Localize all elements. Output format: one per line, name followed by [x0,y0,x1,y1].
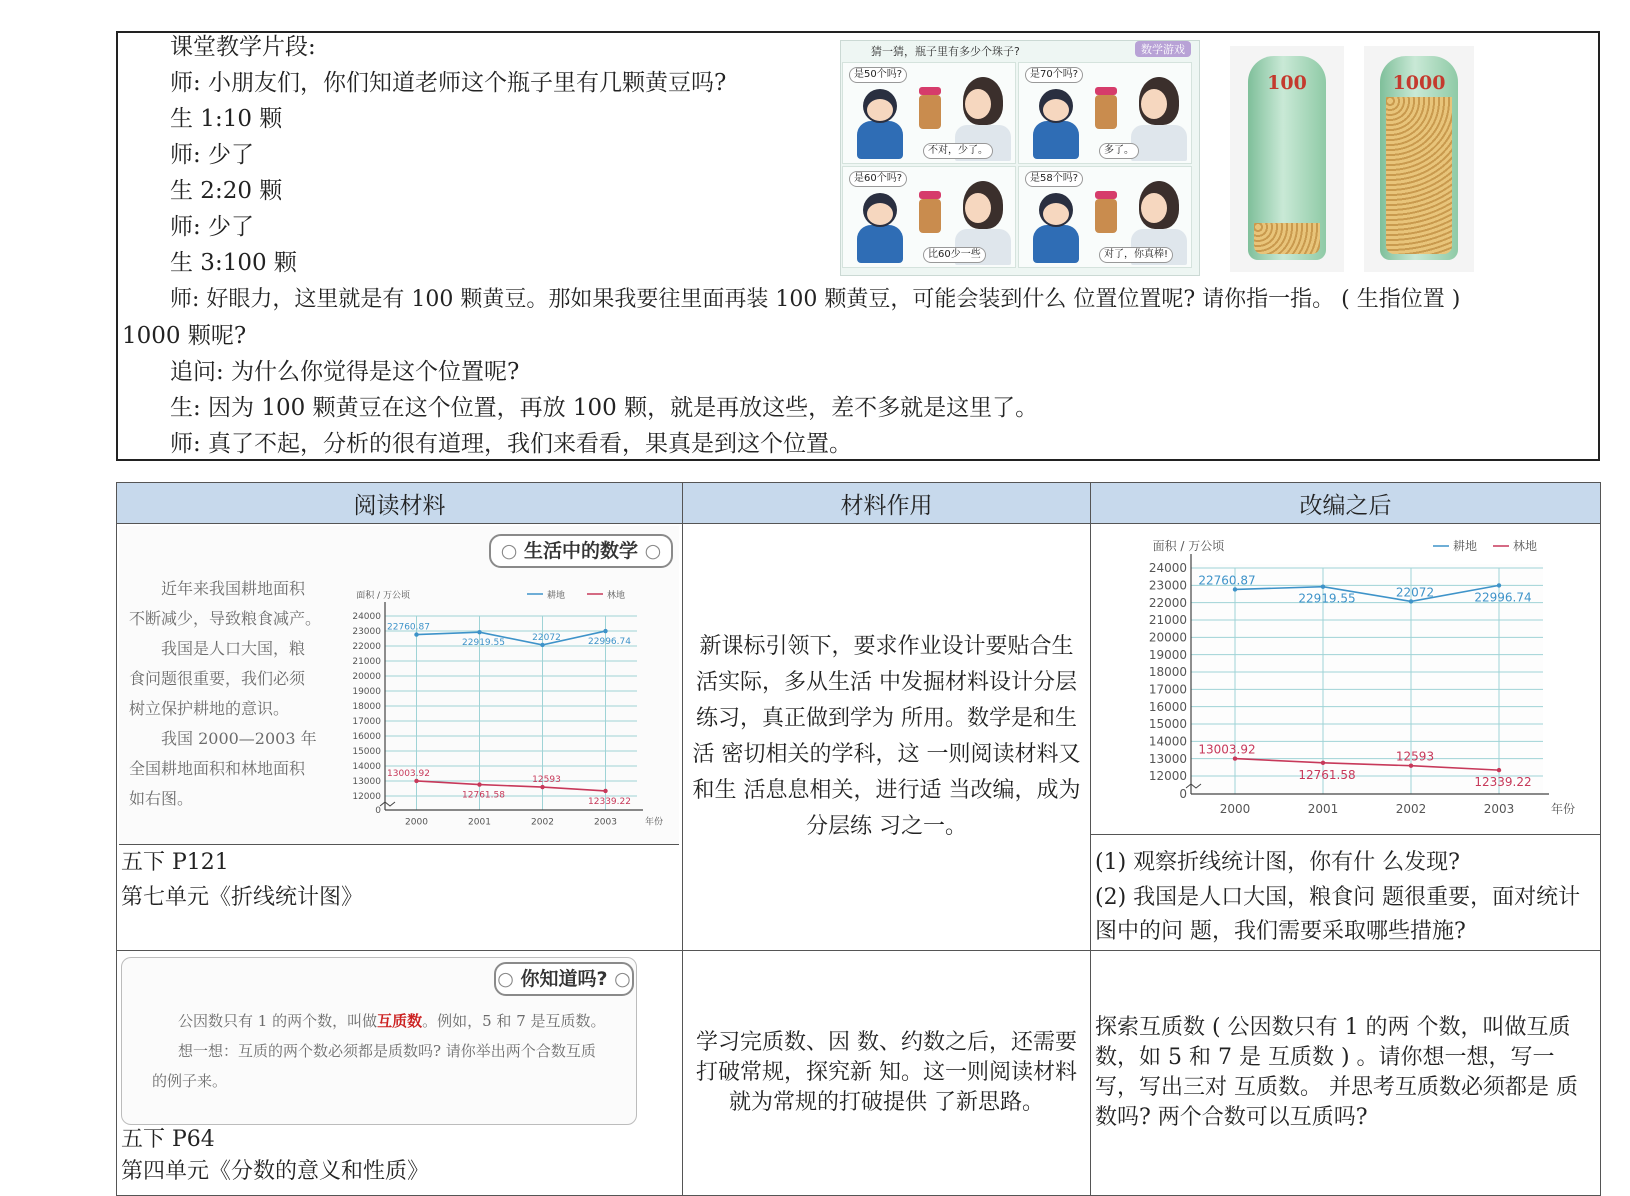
circle-icon: ○ [607,968,631,990]
comic-title: 猜一猜，瓶子里有多少个珠子? [871,45,1020,58]
bottle-photo-100 [1230,46,1344,272]
teacher-speech: 对了，你真棒! [1099,247,1173,263]
passage-line: 近年来我国耕地面积 [161,579,306,598]
data-label: 22919.55 [462,638,505,649]
y-tick-label: 12000 [1148,769,1187,784]
x-tick-label: 2002 [531,817,554,828]
dialogue-line: 生 3:100 颗 [170,250,297,276]
x-tick-label: 2003 [594,817,617,828]
dialogue-line: 师: 小朋友们，你们知道老师这个瓶子里有几颗黄豆吗? [170,70,727,96]
bottle-photo-1000 [1364,46,1474,272]
textbook-excerpt-image [121,957,637,1125]
data-point [1497,583,1501,587]
data-label: 22760.87 [1198,573,1256,588]
data-point [477,782,481,786]
passage-text: 的例子来。 [152,1072,228,1090]
comic-panel [1018,62,1192,164]
jar-icon [919,95,941,129]
kid-face [867,99,893,121]
y-tick-label: 14000 [1148,734,1187,749]
y-tick-label: 21000 [1148,613,1187,628]
divider [1091,834,1601,835]
y-tick-label: 20000 [352,672,381,683]
y-tick-label: 19000 [352,687,381,698]
dialogue-line: 追问: 为什么你觉得是这个位置呢? [170,359,520,385]
source-unit: 第四单元《分数的意义和性质》 [121,1159,430,1184]
y-tick-label: 22000 [352,642,381,653]
cell-material-role-2 [683,951,1091,1196]
line-chart-adapted [1129,528,1576,828]
circle-icon: ○ [500,540,524,562]
jar-lid-icon [1095,87,1117,95]
x-tick-label: 2001 [1307,802,1339,817]
excerpt-passage [178,1010,606,1031]
kid-face [1043,203,1069,225]
jar-lid-icon [919,87,941,95]
data-point [1233,587,1237,591]
passage-line: 树立保护耕地的意识。 [129,699,290,718]
header-reading-material: 阅读材料 [117,483,683,524]
y-tick-label: 22000 [1148,595,1187,610]
bottle-icon [1380,56,1458,260]
comic-panel [842,62,1016,164]
beans-fill [1254,223,1320,254]
callout-label: 你知道吗? [520,968,608,990]
source-unit: 第七单元《折线统计图》 [121,885,364,910]
header-material-role: 材料作用 [683,483,1091,524]
data-point [540,643,544,647]
data-label: 12339.22 [588,796,631,807]
data-point [477,630,481,634]
teacher-speech: 不对，少了。 [923,143,993,159]
y-tick-label: 15000 [1148,717,1187,732]
data-label: 22072 [532,632,561,643]
y-tick-label: 17000 [1148,682,1187,697]
role-text: 新课标引领下，要求作业设计要贴合生活实际，多从生活 中发掘材料设计分层 练习，真正做到学为 所用。数学是和生活 密切相关的学科，这 一则阅读材料又和生 活息息相关，进行适 当改编，成为分层练 习之一。 [692,634,1081,839]
x-tick-label: 2000 [1219,802,1251,817]
x-axis-label: 年份 [1551,802,1576,817]
kid-figure [857,225,903,263]
data-point [1321,585,1325,589]
kid-speech: 是50个吗? [849,67,907,83]
cell-material-role-1 [683,524,1091,951]
cell-adapted-1 [1091,524,1601,951]
data-point [414,779,418,783]
bottle-icon [1248,56,1326,260]
jar-icon [1095,95,1117,129]
teacher-face [965,193,991,223]
y-tick-label: 20000 [1148,630,1187,645]
y-tick-label: 14000 [352,762,381,773]
data-point [1233,756,1237,760]
data-label: 22919.55 [1298,591,1356,606]
jar-icon [919,199,941,233]
data-label: 12593 [1395,749,1435,764]
callout-life-math [489,534,673,568]
data-point [603,789,607,793]
legend-label: 耕地 [1453,539,1478,553]
adapted-question-2: (2) 我国是人口大国，粮食问 题很重要，面对统计图中的问 题，我们需要采取哪些措施? [1095,885,1581,944]
dialogue-line: 师: 少了 [170,142,255,168]
role-text: 学习完质数、因 数、约数之后，还需要打破常规，探究新 知。这一则阅读材料 就为常规的打破提供 了新思路。 [696,1030,1077,1115]
data-label: 13003.92 [387,768,430,779]
y-tick-label: 23000 [1148,578,1187,593]
dialogue-line: 生 2:20 颗 [170,178,283,204]
passage-text: 公因数只有 1 的两个数，叫做 [178,1012,378,1030]
cell-reading-material-1 [117,524,683,951]
x-tick-label: 2001 [468,817,491,828]
data-label: 22996.74 [1474,590,1532,605]
kid-figure [1033,225,1079,263]
legend-label: 林地 [1513,539,1538,553]
excerpt-passage [129,574,339,814]
legend-label: 林地 [607,591,626,601]
data-label: 12761.58 [1298,767,1356,782]
teacher-face [1141,193,1167,223]
data-label: 22072 [1395,585,1435,600]
textbook-excerpt-image [119,526,679,845]
y-tick-label: 12000 [352,792,381,803]
y-tick-label: 24000 [1148,561,1187,576]
passage-text: 想一想：互质的两个数必须都是质数吗? 请你举出两个合数互质 [178,1042,596,1060]
line-chart-original [341,568,671,840]
data-point [1409,764,1413,768]
data-point [540,785,544,789]
y-axis-label: 面积 / 万公顷 [356,591,410,601]
passage-line: 全国耕地面积和林地面积 [129,759,306,778]
y-tick-label: 21000 [352,657,381,668]
passage-line: 食问题很重要，我们必须 [129,669,306,688]
data-label: 12761.58 [462,790,505,801]
x-tick-label: 2000 [405,817,428,828]
comic-panel [1018,166,1192,268]
data-label: 22996.74 [588,637,631,648]
cell-adapted-2 [1091,951,1601,1196]
y-tick-label: 13000 [352,777,381,788]
kid-speech: 是70个吗? [1025,67,1083,83]
x-tick-label: 2003 [1483,802,1515,817]
y-tick-label: 13000 [1148,751,1187,766]
kid-speech: 是58个吗? [1025,171,1083,187]
teacher-face [965,89,991,119]
jar-icon [1095,199,1117,233]
kid-face [867,203,893,225]
kid-face [1043,99,1069,121]
kid-figure [857,121,903,159]
jar-lid-icon [1095,191,1117,199]
data-label: 13003.92 [1198,742,1256,757]
circle-icon: ○ [638,540,662,562]
bottle-label: 1000 [1392,72,1446,94]
kid-speech: 是60个吗? [849,171,907,187]
passage-line: 不断减少，导致粮食减产。 [129,609,322,628]
callout-did-you-know [494,962,634,996]
data-point [1409,599,1413,603]
data-label: 12593 [532,775,561,786]
y-tick-label: 18000 [1148,665,1187,680]
y-tick-label: 24000 [352,612,381,623]
beans-fill [1386,97,1452,254]
data-point [414,632,418,636]
adapted-question-1: (1) 观察折线统计图，你有什 么发现? [1095,850,1460,875]
source-page: 五下 P64 [121,1127,215,1152]
x-tick-label: 2002 [1395,802,1427,817]
y-tick-label: 17000 [352,717,381,728]
comic-tag: 数学游戏 [1135,41,1191,57]
y-tick-label: 23000 [352,627,381,638]
adapted-text: 探索互质数 ( 公因数只有 1 的两 个数，叫做互质数，如 5 和 7 是 互质数 ) 。请你想一想，写一写，写出三对 互质数。 并思考互质数必须都是 质数吗? 两个合数可以互质吗? [1095,1015,1578,1130]
y-tick-label: 16000 [352,732,381,743]
kid-figure [1033,121,1079,159]
dialogue-line: 生 1:10 颗 [170,106,283,132]
dialogue-line: 师: 真了不起，分析的很有道理，我们来看看，果真是到这个位置。 [170,431,853,457]
dialogue-line: 生: 因为 100 颗黄豆在这个位置，再放 100 颗，就是再放这些，差不多就是这里了。 [170,395,1039,421]
data-point [603,629,607,633]
cell-reading-material-2 [117,951,683,1196]
passage-line: 我国 2000—2003 年 [161,729,317,748]
y-tick-label: 16000 [1148,699,1187,714]
data-point [1321,761,1325,765]
y-tick-label: 15000 [352,747,381,758]
bottle-label: 100 [1267,72,1307,94]
legend-label: 耕地 [547,591,566,601]
source-page: 五下 P121 [121,850,229,875]
x-axis-label: 年份 [645,817,664,828]
comic-panel [842,166,1016,268]
jar-lid-icon [919,191,941,199]
teacher-speech: 多了。 [1099,143,1139,159]
dialogue-heading: 课堂教学片段: [170,34,316,60]
highlight-term: 互质数 [377,1012,423,1030]
passage-line: 如右图。 [129,789,194,808]
teacher-face [1141,89,1167,119]
dialogue-line: 师: 好眼力，这里就是有 100 颗黄豆。那如果我要往里面再装 100 颗黄豆，可能会装到什么 位置位置呢? 请你指一指。 ( 生指位置 ) [170,287,1461,312]
data-point [1497,768,1501,772]
data-label: 12339.22 [1474,775,1532,790]
y-tick-label: 0 [375,806,381,817]
y-axis-label: 面积 / 万公顷 [1152,539,1225,553]
dialogue-line: 师: 少了 [170,214,255,240]
callout-label: 生活中的数学 [523,540,638,562]
y-tick-label: 19000 [1148,647,1187,662]
data-label: 22760.87 [387,622,430,633]
circle-icon: ○ [497,968,521,990]
dialogue-line: 1000 颗呢? [122,323,247,349]
passage-text: 。例如，5 和 7 是互质数。 [422,1012,606,1030]
header-adapted: 改编之后 [1091,483,1601,524]
material-table [116,482,1601,1196]
teacher-speech: 比60少一些 [923,247,986,263]
teacher-figure [1131,125,1187,161]
passage-line: 我国是人口大国，粮 [161,639,306,658]
y-tick-label: 0 [1179,787,1187,802]
y-tick-label: 18000 [352,702,381,713]
